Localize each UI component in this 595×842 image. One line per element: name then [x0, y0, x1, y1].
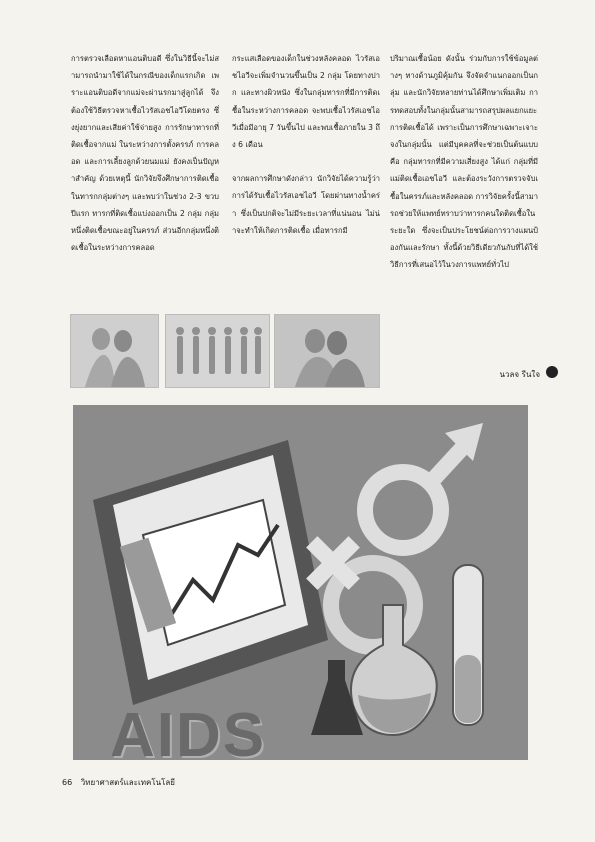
illustration-human-figures — [165, 314, 270, 388]
page-footer — [62, 776, 175, 789]
paragraph: จากผลการศึกษาดังกล่าว นักวิจัยได้ความรู้ว่า การได้รับเชื้อไวรัสเอชไอวี โดยผ่านทางน้ำคร่ำ ซึ่งเป็นปกติจะไม่มีระยะเวลาที่แน่นอน ไม่น่าจะทำให้เกิดการติดเชื้อ เมื่อทารกมี — [232, 174, 380, 235]
publication-name: วิทยาศาสตร์และเทคโนโลยี — [80, 778, 175, 787]
text-column-1 — [71, 50, 219, 310]
couple-illustration — [71, 315, 158, 387]
paragraph: การตรวจเลือดหาแอนติบอดี ซึ่งในวิธีนี้จะไม่สามารถนำมาใช้ได้ในกรณีของเด็กแรกเกิด เพราะแอนติบอดีจากแม่จะผ่านรกมาสู่ลูกได้ จึงต้องใช้วิธีตรวจหาเชื้อไวรัสเอชไอวีโดยตรง ซึ่งยุ่งยากและเสียค่าใช้จ่ายสูง การรักษาทารกที่ติดเชื้อจากแม่ ในระหว่างการตั้งครรภ์ การคลอด และการเลี้ยงลูกด้วยนมแม่ ยังคงเป็นปัญหาสำคัญ ด้วยเหตุนี้ นักวิจัยจึงศึกษาการติดเชื้อในทารกกลุ่มต่างๆ และพบว่าในช่วง 2-3 ขวบปีแรก ทารกที่ติดเชื้อแบ่งออกเป็น 2 กลุ่ม กลุ่มหนึ่งติดเชื้อขณะอยู่ในครรภ์ ส่วนอีกกลุ่มหนึ่งติดเชื้อในระหว่างการคลอด — [71, 54, 219, 253]
figures-illustration — [166, 315, 269, 387]
aids-title-text: AIDS — [110, 701, 267, 770]
paragraph: ปริมาณเชื้อน้อย ดังนั้น ร่วมกับการใช้ข้อมูลต่างๆ ทางด้านภูมิคุ้มกัน จึงจัดจำแนกออกเป็นกลุ่ม และนักวิจัยหลายท่านได้ศึกษาเพิ่มเติม การทดสอบทั้งในกลุ่มนั้นสามารถสรุปผลแยกแยะการติดเชื้อได้ เพราะเป็นการศึกษาเฉพาะเจาะจงในกลุ่มนั้น แต่มีบุคคลที่จะช่วยเป็นต้นแบบ คือ กลุ่มทารกที่มีความเสี่ยงสูง ได้แก่ กลุ่มที่มีแม่ติดเชื้อเอชไอวี และต้องระวังการตรวจจับเชื้อในครรภ์และหลังคลอด การวิจัยครั้งนี้สามารถช่วยให้แพทย์ทราบว่าทารกคนใดติดเชื้อในระยะใด ซึ่งจะเป็นประโยชน์ต่อการวางแผนป้องกันและรักษา ทั้งนี้ด้วยวิธีเดียวกันกับที่ได้ใช้วิธีการที่เสนอไว้ในวงการแพทย์ทั่วไป — [390, 54, 538, 270]
page-number: 66 — [62, 778, 73, 787]
end-mark-icon — [546, 366, 558, 378]
author-name: นวลจ รีนใจ — [499, 370, 540, 379]
text-column-2 — [232, 50, 380, 310]
author-byline — [420, 368, 558, 381]
text-column-3 — [390, 50, 538, 375]
embrace-illustration — [275, 315, 379, 387]
illustration-embrace — [274, 314, 380, 388]
paragraph: กระแสเลือดของเด็กในช่วงหลังคลอด ไวรัสเอชไอวีจะเพิ่มจำนวนขึ้นเป็น 2 กลุ่ม โดยทางปาก และทางผิวหนัง ซึ่งในกลุ่มทารกที่มีการติดเชื้อในระหว่างการคลอด จะพบเชื้อไวรัสเอชไอวีเมื่อมีอายุ 7 วันขึ้นไป และพบเชื้อภายใน 3 ถึง 6 เดือน — [232, 54, 380, 150]
illustration-couple-kissing — [70, 314, 159, 388]
